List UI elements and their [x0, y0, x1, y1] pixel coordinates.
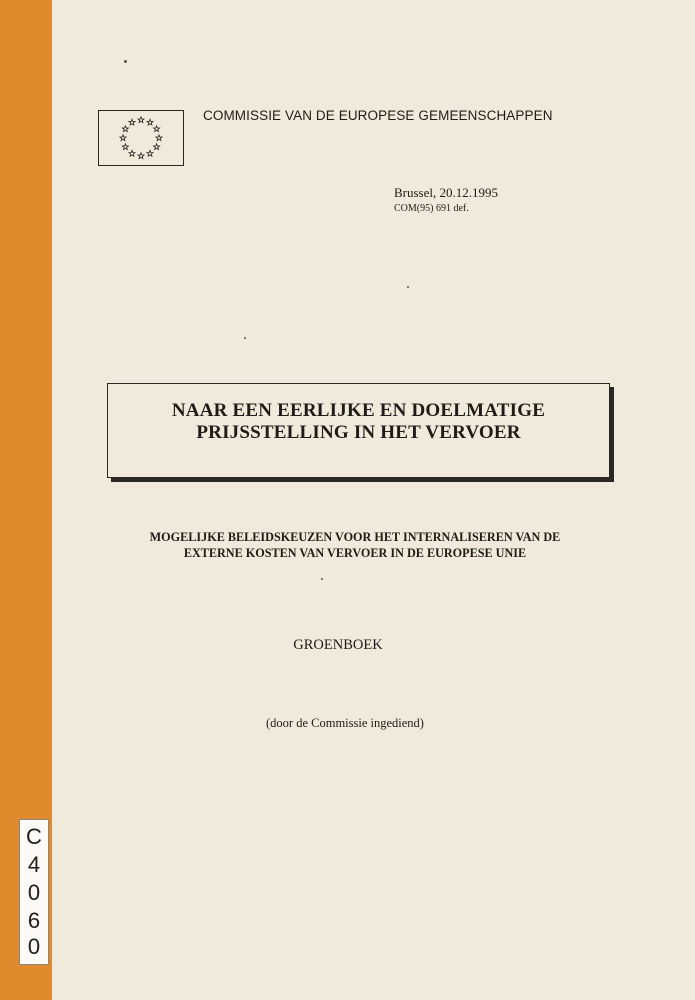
- emblem-star-icon: [156, 135, 162, 141]
- emblem-star-icon: [138, 117, 144, 123]
- shelf-label: [19, 819, 49, 965]
- emblem-star-icon: [147, 119, 153, 125]
- emblem-star-icon: [154, 126, 160, 132]
- eu-stars-emblem-icon: [98, 110, 184, 166]
- scan-speck: [124, 60, 127, 63]
- document-type: GROENBOEK: [293, 637, 383, 653]
- document-title-line-2: PRIJSSTELLING IN HET VERVOER: [196, 422, 521, 443]
- scan-speck: [244, 337, 246, 339]
- document-title-line-1: NAAR EEN EERLIJKE EN DOELMATIGE: [171, 400, 546, 421]
- shelf-label-char: 6: [27, 908, 41, 933]
- emblem-star-icon: [154, 144, 160, 150]
- emblem-star-icon: [129, 150, 135, 156]
- emblem-star-icon: [138, 153, 144, 159]
- shelf-label-char: 4: [27, 852, 41, 877]
- scan-speck: [321, 578, 323, 580]
- subtitle-line-1: MOGELIJKE BELEIDSKEUZEN VOOR HET INTERNALISEREN VAN DE: [149, 530, 561, 544]
- emblem-star-icon: [147, 150, 153, 156]
- place-date: Brussel, 20.12.1995: [394, 185, 498, 200]
- title-box: [107, 383, 610, 478]
- shelf-label-char: C: [26, 824, 42, 849]
- emblem-star-icon: [120, 135, 126, 141]
- subtitle-line-2: EXTERNE KOSTEN VAN VERVOER IN DE EUROPESE UNIE: [183, 546, 527, 560]
- emblem-star-icon: [122, 126, 128, 132]
- shelf-label-char: 0: [27, 934, 41, 959]
- submission-note: (door de Commissie ingediend): [266, 716, 424, 730]
- scan-speck: [407, 286, 409, 288]
- emblem-star-icon: [122, 144, 128, 150]
- emblem-star-icon: [129, 119, 135, 125]
- shelf-label-char: 0: [27, 880, 41, 905]
- document-reference: COM(95) 691 def.: [394, 203, 469, 214]
- organization-name: COMMISSIE VAN DE EUROPESE GEMEENSCHAPPEN: [203, 108, 553, 123]
